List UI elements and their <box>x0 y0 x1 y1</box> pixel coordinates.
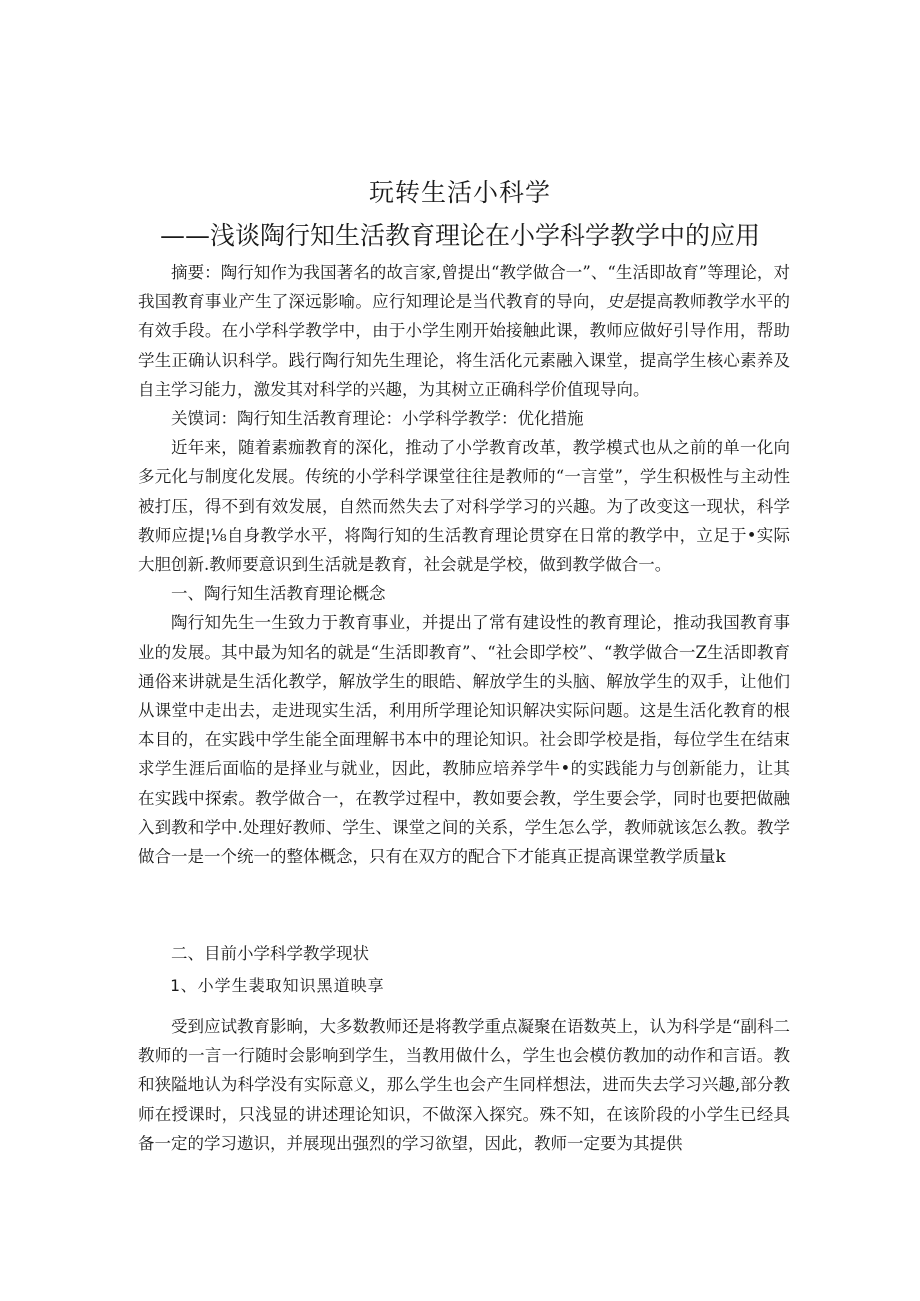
document-subtitle: ——浅谈陶行知生活教育理论在小学科学教学中的应用 <box>159 221 760 250</box>
section2-heading-block <box>138 939 790 968</box>
abstract-text-part1: 摘要：陶行知作为我国著名的故言家,曾提出“教学做合一”、“生活即故育”等理论，对我国教育事业产生了深远影喻。应行知理论是当代教育的导向， <box>138 263 790 312</box>
section2-heading: 二、目前小学科学教学现状 <box>171 944 369 963</box>
section1-paragraph: 陶行知先生一生致力于教育事业，并提出了常有建设性的教育理论，推动我国教育事业的发展。其中最为知名的就是“生活即教育”、“社会即学校”、“教学做合一Z生活即教育通俗来讲就是生活化教学，解放学生的眼皓、解放学生的头脑、解放学生的双手，让他们从课堂中走出去，走进现实生活，利用所学理论知识解决实际问题。这是生活化教育的根本目的，在实践中学生能全面理解书本中的理论知识。社会即学校是指，每位学生在结束求学生涯后面临的是择业与就业，因此，教肺应培养学牛•的实践能力与创新能力，让其在实践中探索。教学做合一，在教学过程中，教如要会教，学生要会学，同时也要把做融入到教和学中.处理好教师、学生、课堂之间的关系，学生怎么学，教师就该怎么教。教学做合一是一个统一的整体概念，只有在双方的配合下才能真正提高课堂教学质量k <box>138 613 790 867</box>
section2-1-body <box>138 1012 790 1158</box>
abstract-emphasis: 史是 <box>606 292 640 312</box>
keywords-paragraph: 关馍词：陶行知生活教育理论：小学科学教学：优化措施 <box>171 409 584 429</box>
abstract-text-part2: 提高教师教学水平的有效手段。在小学科学教学中，由于小学生刚开始接触此课，教师应做好引导作用，帮助学生正确认识科学。践行陶行知先生理论，将生活化元素融入课堂，提高学生核心素养及自主学习能力，激发其对科学的兴趣，为其树立正确科学价值现导向。 <box>138 292 791 399</box>
document-body <box>138 258 790 871</box>
document-title: 玩转生活小科学 <box>368 178 551 207</box>
section2-1-heading-block <box>138 971 790 1000</box>
section2-1-heading: 1、小学生裴取知识黑道映享 <box>170 976 385 995</box>
section2-1-paragraph: 受到应试教育影晌，大多数教师还是将教学重点凝聚在语数英上，认为科学是“副科二教师的一言一行随时会影响到学生，当教用做什么，学生也会模仿教加的动作和言语。教和狭隘地认为科学没有实际意义，那么学生也会产生同样想法，进而失去学习兴趣,部分教师在授课时，只浅显的讲述理论知识，不做深入探究。殊不知，在该阶段的小学生已经具备一定的学习遨识，并展现出强烈的学习欲望，因此，教师一定要为其提供 <box>138 1017 790 1153</box>
intro-paragraph: 近年来，随着素痂教育的深化，推动了小学教育改革，教学模式也从之前的单一化向多元化与制度化发展。传统的小学科学课堂往往是教师的“一言堂”，学生积极性与主动性被打压，得不到有效发展，自然而然失去了对科学学习的兴趣。为了改变这一现状，科学教师应提¦⅛自身教学水平，将陶行知的生活教育理论贯穿在日常的教学中，立足于•实际大胆创新.教师要意识到生活就是教育，社会就是学校，做到教学做合一。 <box>138 438 790 575</box>
abstract-paragraph <box>138 258 790 404</box>
section1-heading: 一、陶行知生活教育理论概念 <box>171 584 386 604</box>
